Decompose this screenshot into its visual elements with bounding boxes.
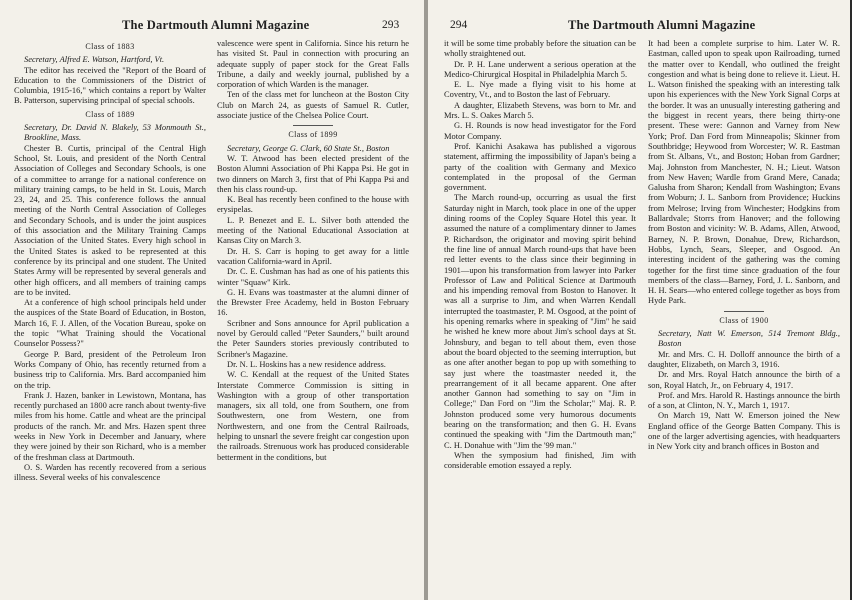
left-page-column-2 <box>217 38 409 462</box>
class-heading: Class of 1899 <box>288 130 338 140</box>
paragraph: George P. Bard, president of the Petroleum Iron Works Company of Ohio, has recently returned from a business trip to California. Mrs. Bard accompanied him on the trip. <box>14 348 206 390</box>
class-heading: Class of 1900 <box>719 315 769 325</box>
secretary-line: Secretary, Dr. David N. Blakely, 53 Monmouth St., Brookline, Mass. <box>24 122 206 143</box>
class-heading: Class of 1883 <box>85 42 135 51</box>
page-number: 294 <box>450 19 468 31</box>
paragraph: Dr. H. S. Carr is hoping to get away for a little vacation California-ward in April. <box>217 245 409 266</box>
paragraph: W. C. Kendall at the request of the United States Interstate Commerce Commission is sitting in Washington with a group of other transportation managers, six all told, one from Southern, one from Southwestern, one from Western, one from Northwestern, and one from the Central Railroads, helping to unsnarl the severe freight car congestion upon the railroads. Strenuous work has produced considerable betterment in the conditions, but <box>217 369 409 462</box>
paragraph: W. T. Atwood has been elected president of the Boston Alumni Association of Phi Kappa Psi. He got in two dinners on March 3, first that of Phi Kappa Psi and then his class round-up. <box>217 152 409 194</box>
paragraph: Prof. Kanichi Asakawa has published a vigorous statement, affirming the impossibility of Japan's being a party of the coalition with Germany and Mexico contemplated in the proposal of the German government. <box>444 140 636 193</box>
paragraph: Prof. and Mrs. Harold R. Hastings announce the birth of a son, at Clinton, N. Y., March 1, 1917. <box>648 389 840 411</box>
paragraph: G. H. Rounds is now head investigator for the Ford Motor Company. <box>444 120 636 141</box>
paragraph: It had been a complete surprise to him. Later W. R. Eastman, called upon to speak upon Railroading, turned the matter over to Kendall, who outlined the freight congestion and what is being done to relieve it. Lieut. H. L. Watson finished the speaking with an interesting talk upon his experiences with the New York Signal Corps at the border. It was an unusually interesting gathering and the biggest in recent years, there being thirty-one present. These were: Gannon and Varney from New York; Prof. Dan Ford from Minneapolis; Skinner from Southbridge; Heywood from Worcester; W. R. Eastman from St. Albans, Vt., and Boston; Hoban from Gardner; Maj. Johnston from Manchester, N. H.; Lieut. Watson from New Haven; Wardle from Grand Mere, Canada; Galusha from Sharon; Kendall from Washington; Evans from Woburn; J. L. Sanborn from Providence; Huckins from Melrose; Irving from Winchester; Hodgkins from Ballardvale; Storrs from Hanover; and the following from Boston and vicinity: W. B. Adams, Allen, Atwood, Barney, N. P. Brown, Donahue, Drew, Richardson, Hobbs, Lynch, Sears, Sleeper, and Osgood. An interesting incident of the gathering was the coming together for the first time since graduation of the four members of the class—Barney, Ford, J. L. Sanborn, and H. H. Sears—who entered college together as boys from Hyde Park. <box>648 38 840 306</box>
paragraph: G. H. Evans was toastmaster at the alumni dinner of the Brewster Free Academy, held in Boston February 16. <box>217 286 409 318</box>
right-page-column-2 <box>648 38 840 452</box>
secretary-line: Secretary, George G. Clark, 60 State St., Boston <box>227 142 390 153</box>
right-page <box>428 0 850 600</box>
paragraph: The March round-up, occurring as usual the first Saturday night in March, took place in one of the upper dining rooms of the Copley Square Hotel this year. It assumed the nature of a complimentary dinner to James P. Richardson, the originator and moving spirit behind the fine line of annual March round-ups that have been red letter events to the class since their beginning in 1901—upon his transformation from lawyer into Parker Professor of Law and Political Science at Dartmouth and his impending removal from Boston to Hanover. It was all a surprise to Jim, and when Warren Kendall interrupted the toastmaster, P. M. Osgood, at the point of his opening remarks where in speaking of "Jim" he said he wished he knew more about Jim's school days at St. Johnsbury, and began to tell about them, even those about the board objected to the seeming interruption, but as one after another began to pop up with something to say just where the toastmaster needed it, the prearrangement of it all became apparent. One after another Gannon had something to say on "Jim in College;" Dan Ford on "Jim the Scholar;" Maj. R. P. Johnston produced some very humorous documents bearing on the transformation; and then G. H. Evans continued the speaking with "Jim the Dartmouth man;" C. H. Donahue with "Jim the '99 man." <box>444 192 636 450</box>
page-number: 293 <box>382 19 400 31</box>
paragraph: Dr. P. H. Lane underwent a serious operation at the Medico-Chirurgical Hospital in Philadelphia March 5. <box>444 58 636 79</box>
paragraph: Dr. C. E. Cushman has had as one of his patients this winter "Squaw" Kirk. <box>217 266 409 287</box>
running-head: The Dartmouth Alumni Magazine <box>568 18 756 32</box>
secretary-line: Secretary, Natt W. Emerson, 514 Tremont Bldg., Boston <box>658 328 840 349</box>
left-page-column-1 <box>14 38 206 482</box>
paragraph: it will be some time probably before the situation can be wholly straightened out. <box>444 38 636 59</box>
paragraph: When the symposium had finished, Jim with considerable emotion essayed a reply. <box>444 449 636 471</box>
paragraph: On March 19, Natt W. Emerson joined the New England office of the George Batten Company. This is one of the larger advertising agencies, with headquarters in New York city and branch offices in Boston and <box>648 410 840 452</box>
running-head: The Dartmouth Alumni Magazine <box>122 18 310 32</box>
paragraph: Frank J. Hazen, banker in Lewistown, Montana, has recently purchased an 1800 acre ranch about twenty-five miles from his home. Cattle and wheat are the principal products of the ranch. Mr. and Mrs. Hazen spent three weeks in New York in December and January, where they were joined by their son Richard, who is a member of the freshman class at Dartmouth. <box>14 389 206 462</box>
paragraph: At a conference of high school principals held under the auspices of the State Board of Education, in Boston, March 16, F. J. Allen, of the Vocation Bureau, spoke on the topic "What Training should the Vocational Counselor Possess?" <box>14 297 206 349</box>
right-page-column-1 <box>444 38 636 470</box>
section-divider <box>724 311 764 312</box>
paragraph: A daughter, Elizabeth Stevens, was born to Mr. and Mrs. L. S. Oakes March 5. <box>444 99 636 121</box>
paragraph: Scribner and Sons announce for April publication a novel by Gerould called "Peter Saunders," built around the Peter Saunders stories previously contributed to Scribner's Magazine. <box>217 317 409 359</box>
paragraph: O. S. Warden has recently recovered from a serious illness. Several weeks of his convalescence <box>14 461 206 483</box>
paragraph: Ten of the class met for luncheon at the Boston City Club on March 24, as guests of Samuel R. Cutler, associate justice of the Chelsea Police Court. <box>217 89 409 121</box>
paragraph: Dr. N. L. Hoskins has a new residence address. <box>227 358 386 369</box>
paragraph: valescence were spent in California. Since his return he has visited St. Paul in connection with procuring an adequate supply of paper stock for the Great Falls Tribune, a daily and weekly journal, published by a corporation of which Warden is the manager. <box>217 38 409 90</box>
paragraph: Mr. and Mrs. C. H. Dolloff announce the birth of a daughter, Elizabeth, on March 3, 1916. <box>648 348 840 369</box>
paragraph: E. L. Nye made a flying visit to his home at Coventry, Vt., and to Boston the last of February. <box>444 79 636 100</box>
secretary-line: Secretary, Alfred E. Watson, Hartford, Vt. <box>24 54 165 65</box>
paragraph: Chester B. Curtis, principal of the Central High School, St. Louis, and president of the North Central Association of Colleges and Secondary Schools, is one of a committee to arrange for a national conference on military training camps, to be held in St. Louis, March 23, 24, and 25. This conference follows the annual meeting of the North Central Association of Colleges and Secondary Schools, and is under the joint auspices of this association and the Military Training Camps Association of the United States. Every high school in the United States is asked to be represented at this conference by its principal and one student. The United States Army will be represented by several generals and other high officers, and all members of training camps are to be invited. <box>14 142 206 297</box>
left-page <box>0 0 424 600</box>
paragraph: The editor has received the "Report of the Board of Education to the Commissioners of the District of Columbia, 1915-16," which contains a report by Walter B. Patterson, supervising principal of special schools. <box>14 64 206 106</box>
paragraph: K. Beal has recently been confined to the house with erysipelas. <box>217 194 409 215</box>
paragraph: L. P. Benezet and E. L. Silver both attended the meeting of the National Educational Association at Kansas City on March 3. <box>217 214 409 246</box>
paragraph: Dr. and Mrs. Royal Hatch announce the birth of a son, Royal Hatch, Jr., on February 4, 1917. <box>648 369 840 390</box>
section-divider <box>293 125 333 126</box>
class-heading: Class of 1889 <box>85 109 135 119</box>
